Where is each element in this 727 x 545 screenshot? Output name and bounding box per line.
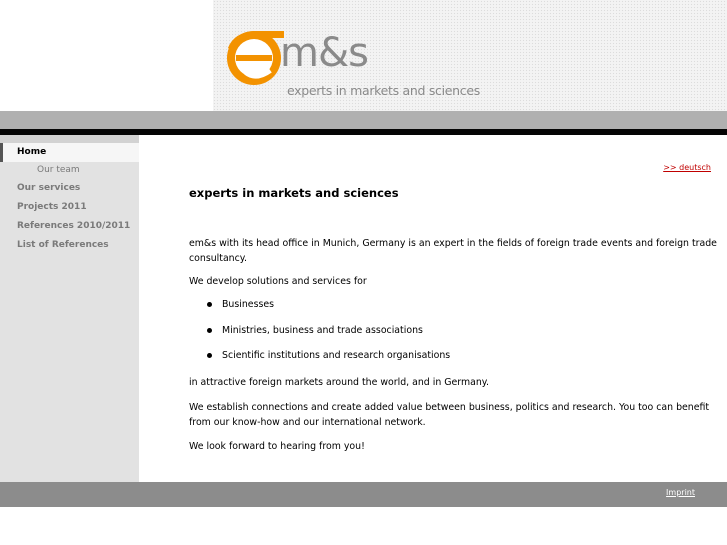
bullet-icon	[207, 353, 212, 358]
main-navigation	[0, 143, 139, 255]
closing-paragraph: We look forward to hearing from you!	[189, 441, 365, 452]
site-logo[interactable]	[226, 28, 480, 103]
list-item: Businesses	[189, 297, 709, 323]
nav-item-our-services[interactable]: Our services	[17, 183, 81, 193]
develop-paragraph: We develop solutions and services for	[189, 276, 367, 287]
intro-paragraph: em&s with its head office in Munich, Germany is an expert in the fields of foreign trade events and foreign trade consultancy.	[189, 238, 717, 264]
language-link-deutsch[interactable]: >> deutsch	[663, 163, 711, 172]
sidebar-top-strip	[0, 135, 139, 143]
nav-item-home[interactable]: Home	[0, 143, 139, 162]
list-item: Ministries, business and trade associations	[189, 323, 709, 349]
main-content	[139, 135, 727, 482]
site-header	[0, 0, 727, 111]
bullet-icon	[207, 302, 212, 307]
sidebar	[0, 135, 139, 482]
imprint-link[interactable]: Imprint	[666, 488, 695, 497]
site-footer	[0, 482, 727, 507]
markets-paragraph: in attractive foreign markets around the world, and in Germany.	[189, 377, 489, 388]
nav-item-references-2010-2011[interactable]: References 2010/2011	[17, 221, 131, 231]
logo-wordmark: m&s	[280, 30, 368, 76]
logo-tagline: experts in markets and sciences	[287, 83, 480, 98]
establish-paragraph: We establish connections and create added value between business, politics and research. You too can benefit from our know-how and our international network.	[189, 402, 710, 428]
nav-item-list-of-references[interactable]: List of References	[17, 240, 109, 250]
nav-item-our-team[interactable]: Our team	[37, 165, 80, 175]
header-grey-band	[0, 111, 727, 129]
page-title: experts in markets and sciences	[189, 186, 399, 200]
target-groups-list	[189, 297, 709, 374]
em-logo-icon	[226, 28, 286, 88]
bullet-icon	[207, 328, 212, 333]
list-item: Scientific institutions and research organisations	[189, 348, 709, 374]
nav-item-projects-2011[interactable]: Projects 2011	[17, 202, 87, 212]
